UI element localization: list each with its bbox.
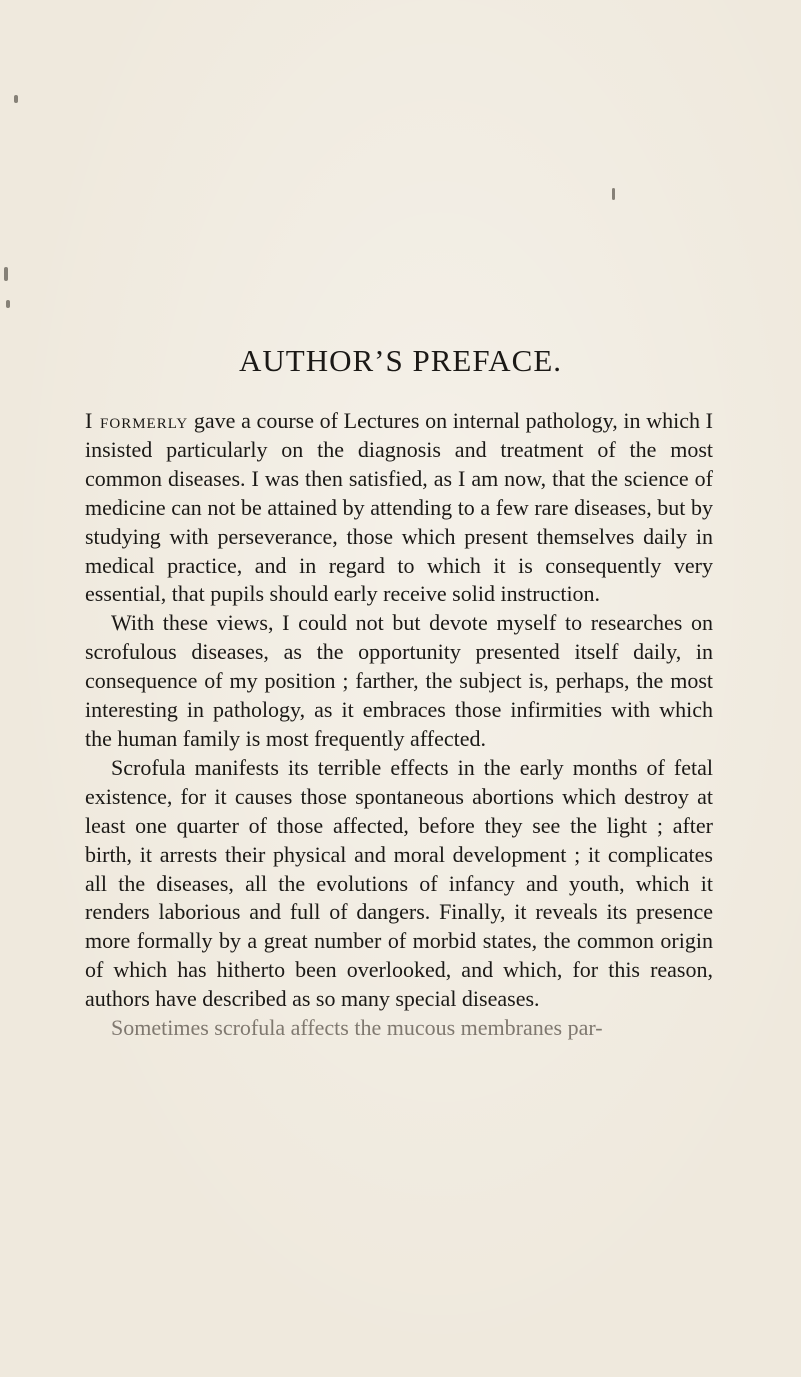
speck-mark bbox=[4, 267, 8, 281]
preface-body bbox=[85, 407, 713, 1043]
speck-mark bbox=[14, 95, 18, 103]
paragraph-4: Sometimes scrofula affects the mucous membranes par- bbox=[111, 1015, 603, 1041]
page-title: AUTHOR’S PREFACE. bbox=[238, 343, 563, 378]
opening-words: I formerly bbox=[85, 408, 189, 433]
speck-mark bbox=[6, 300, 10, 308]
paragraph-text: gave a course of Lectures on internal pathology, in which I insisted particularly on the diagnosis and treatment of the most common diseases. I was then satisfied, as I am now, that the science of medicine can not be attained by attending to a few rare diseases, but by studying with perseverance, those which present themselves daily in medical practice, and in regard to which it is consequently very essential, that pupils should early receive solid instruction. bbox=[85, 408, 713, 607]
paragraph-2: With these views, I could not but devote myself to researches on scrofulous diseases, as the opportunity presented itself daily, in consequence of my position ; farther, the subject is, perhaps, the most interesting in pathology, as it embraces those infirmities with which the human family is most frequently affected. bbox=[85, 610, 713, 751]
speck-mark bbox=[612, 188, 615, 200]
paragraph-3: Scrofula manifests its terrible effects in the early months of fetal existence, for it causes those spontaneous abortions which destroy at least one quarter of those affected, before they see the light ; after birth, it arrests their physical and moral development ; it complicates all the diseases, all the evolutions of infancy and youth, which it renders laborious and full of dangers. Finally, it reveals its presence more formally by a great number of morbid states, the common origin of which has hitherto been overlooked, and which, for this reason, authors have described as so many special diseases. bbox=[85, 754, 713, 1012]
paragraph-1 bbox=[85, 407, 713, 609]
